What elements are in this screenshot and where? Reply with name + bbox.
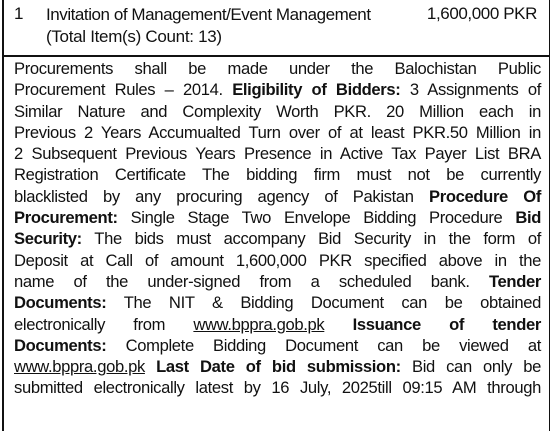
bold-heading-text: Security: xyxy=(14,229,82,249)
bold-heading-text: Last Date of bid submission: xyxy=(156,357,401,377)
body-text-segment: Procurement Rules – 2014. xyxy=(14,80,233,100)
body-text-segment: Registration Certificate The bidding firm must not be currently xyxy=(14,165,541,185)
notice-line xyxy=(14,207,541,228)
body-text-segment: Single Stage Two Envelope Bidding Procedure xyxy=(117,208,516,228)
notice-line xyxy=(14,79,541,100)
bold-heading-text: Tender xyxy=(489,271,541,291)
procurement-item-row xyxy=(0,0,551,55)
body-text-segment: submitted electronically latest by 16 July, 2025till 09:15 AM through xyxy=(14,378,541,398)
section-divider xyxy=(2,55,550,57)
right-border xyxy=(549,0,551,431)
bppra-website-link[interactable]: www.bppra.gob.pk xyxy=(14,357,145,377)
body-text-segment: 2 Subsequent Previous Years Presence in Active Tax Payer List BRA xyxy=(14,144,541,164)
body-text-segment: The bids must accompany Bid Security in the form of xyxy=(81,229,541,249)
notice-line xyxy=(14,292,541,313)
notice-line xyxy=(14,186,541,207)
bold-heading-text: Documents: xyxy=(14,335,107,355)
notice-line xyxy=(14,335,541,356)
bold-heading-text: Bid xyxy=(515,208,541,228)
body-text-segment: Previous 2 Years Accumualted Turn over of at least PKR.50 Million in xyxy=(14,122,541,142)
notice-line xyxy=(14,377,541,398)
bold-heading-text: Eligibility of Bidders: xyxy=(232,80,401,100)
notice-body xyxy=(14,58,541,399)
item-amount: 1,600,000 PKR xyxy=(426,4,537,23)
item-number: 1 xyxy=(14,4,24,23)
body-text-segment: blacklisted by any procuring agency of Pakistan xyxy=(14,186,429,206)
notice-line xyxy=(14,101,541,122)
notice-line xyxy=(14,356,541,377)
item-title: Invitation of Management/Event Management xyxy=(46,5,371,24)
body-text-segment: electronically from xyxy=(14,314,194,334)
bppra-website-link[interactable]: www.bppra.gob.pk xyxy=(193,314,325,334)
notice-line xyxy=(14,164,541,185)
body-text-segment: Complete Bidding Document can be viewed at xyxy=(106,335,541,355)
notice-line xyxy=(14,250,541,271)
body-text-segment: 3 Assignments of xyxy=(400,80,541,100)
left-border xyxy=(2,0,4,431)
bold-heading-text: Documents: xyxy=(14,293,107,313)
body-text-segment: The NIT & Bidding Document can be obtained xyxy=(106,293,541,313)
notice-line xyxy=(14,314,541,335)
notice-line xyxy=(14,143,541,164)
body-text-segment: Deposit at Call of amount 1,600,000 PKR specified above in the xyxy=(14,250,541,270)
body-text-segment xyxy=(324,315,352,334)
notice-line xyxy=(14,58,541,79)
bold-heading-text: Issuance of tender xyxy=(352,314,541,334)
item-count: (Total Item(s) Count: 13) xyxy=(46,27,222,46)
bold-heading-text: Procedure Of xyxy=(429,186,542,206)
body-text-segment: Bid can only be xyxy=(400,357,541,377)
bold-heading-text: Procurement: xyxy=(14,208,118,228)
notice-line xyxy=(14,271,541,292)
notice-line xyxy=(14,228,541,249)
body-text-segment xyxy=(145,357,156,376)
body-text-segment: Procurements shall be made under the Balochistan Public xyxy=(14,59,541,78)
notice-line xyxy=(14,122,541,143)
body-text-segment: Similar Nature and Complexity Worth PKR. 20 Million each in xyxy=(14,101,541,121)
body-text-segment: name of the under-signed from a scheduled bank. xyxy=(14,271,489,291)
